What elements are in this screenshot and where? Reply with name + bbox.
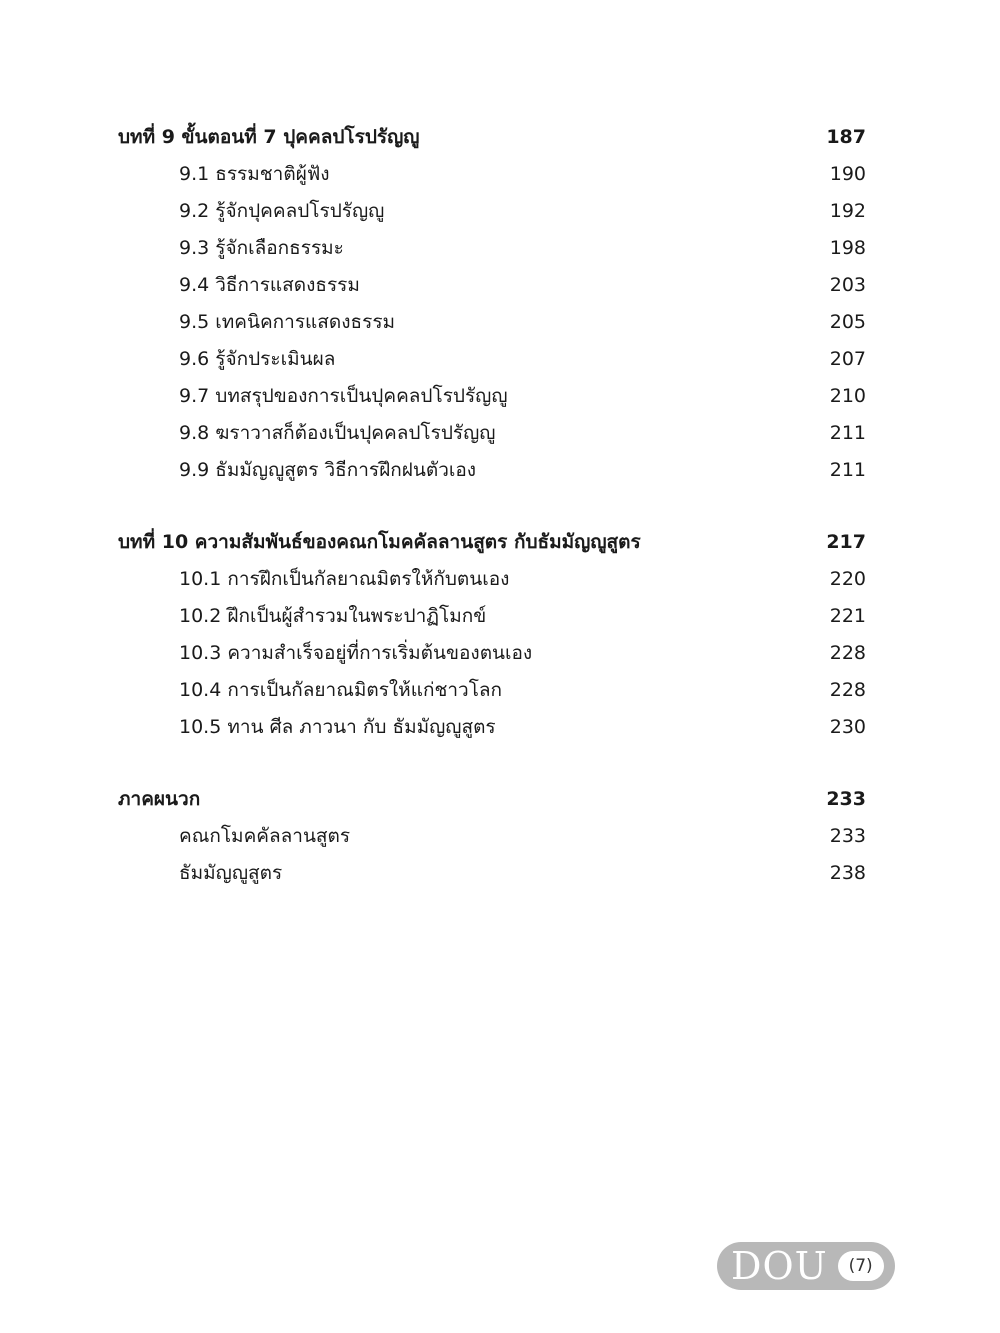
entry-title: 9.4 วิธีการแสดงธรรม [179, 274, 360, 296]
entry-page-number: 192 [829, 200, 866, 222]
entry-page-number: 207 [829, 348, 866, 370]
entry-title: 10.2 ฝึกเป็นผู้สำรวมในพระปาฏิโมกข์ [179, 605, 487, 627]
entry-page-number: 238 [829, 862, 866, 884]
entry-title: 10.5 ทาน ศีล ภาวนา กับ ธัมมัญญูสูตร [179, 716, 496, 738]
entry-title: 9.2 รู้จักปุคคลปโรปรัญญู [179, 200, 385, 222]
entry-page-number: 211 [829, 422, 866, 444]
entry-page-number: 233 [829, 825, 866, 847]
table-of-contents [118, 119, 866, 927]
entry-page-number: 211 [829, 459, 866, 481]
toc-entry[interactable] [118, 378, 866, 415]
chapter-title: บทที่ 9 ขั้นตอนที่ 7 ปุคคลปโรปรัญญู [118, 126, 420, 148]
toc-entry[interactable] [118, 304, 866, 341]
chapter-title: บทที่ 10 ความสัมพันธ์ของคณกโมคคัลลานสูตร กับธัมมัญญูสูตร [118, 531, 641, 553]
toc-entry[interactable] [118, 855, 866, 892]
appendix-heading-row[interactable] [118, 781, 866, 818]
toc-entry[interactable] [118, 267, 866, 304]
entry-page-number: 210 [829, 385, 866, 407]
entry-title: 9.7 บทสรุปของการเป็นปุคคลปโรปรัญญู [179, 385, 508, 407]
entry-page-number: 228 [829, 642, 866, 664]
page-footer-badge [717, 1242, 895, 1290]
entry-title: ธัมมัญญูสูตร [179, 862, 283, 884]
entry-title: 10.4 การเป็นกัลยาณมิตรให้แก่ชาวโลก [179, 679, 503, 701]
entry-title: 9.3 รู้จักเลือกธรรมะ [179, 237, 344, 259]
entry-page-number: 198 [829, 237, 866, 259]
entry-page-number: 221 [829, 605, 866, 627]
entry-title: 9.1 ธรรมชาติผู้ฟัง [179, 163, 330, 185]
appendix-title: ภาคผนวก [118, 788, 201, 810]
entry-page-number: 220 [829, 568, 866, 590]
chapter-page-number: 187 [826, 126, 866, 148]
entry-page-number: 228 [829, 679, 866, 701]
entry-title: 9.9 ธัมมัญญูสูตร วิธีการฝึกฝนตัวเอง [179, 459, 477, 481]
entry-page-number: 190 [829, 163, 866, 185]
entry-title: 9.6 รู้จักประเมินผล [179, 348, 336, 370]
chapter-heading-row[interactable] [118, 119, 866, 156]
toc-entry[interactable] [118, 598, 866, 635]
chapter-heading-row[interactable] [118, 524, 866, 561]
page-number: (7) [838, 1251, 884, 1281]
entry-page-number: 230 [829, 716, 866, 738]
chapter-page-number: 217 [826, 531, 866, 553]
toc-entry[interactable] [118, 672, 866, 709]
entry-title: 9.5 เทคนิคการแสดงธรรม [179, 311, 396, 333]
toc-entry[interactable] [118, 635, 866, 672]
entry-page-number: 205 [829, 311, 866, 333]
toc-section-chapter-9 [118, 119, 866, 489]
entry-title: 9.8 ฆราวาสก็ต้องเป็นปุคคลปโรปรัญญู [179, 422, 496, 444]
toc-entry[interactable] [118, 709, 866, 746]
toc-entry[interactable] [118, 561, 866, 598]
dou-logo: DOU [731, 1244, 828, 1288]
entry-page-number: 203 [829, 274, 866, 296]
toc-section-chapter-10 [118, 524, 866, 746]
entry-title: คณกโมคคัลลานสูตร [179, 825, 351, 847]
toc-entry[interactable] [118, 415, 866, 452]
toc-entry[interactable] [118, 193, 866, 230]
toc-entry[interactable] [118, 818, 866, 855]
toc-entry[interactable] [118, 341, 866, 378]
toc-entry[interactable] [118, 452, 866, 489]
toc-entry[interactable] [118, 156, 866, 193]
appendix-page-number: 233 [826, 788, 866, 810]
toc-section-appendix [118, 781, 866, 892]
entry-title: 10.3 ความสำเร็จอยู่ที่การเริ่มต้นของตนเอง [179, 642, 533, 664]
entry-title: 10.1 การฝึกเป็นกัลยาณมิตรให้กับตนเอง [179, 568, 510, 590]
toc-entry[interactable] [118, 230, 866, 267]
